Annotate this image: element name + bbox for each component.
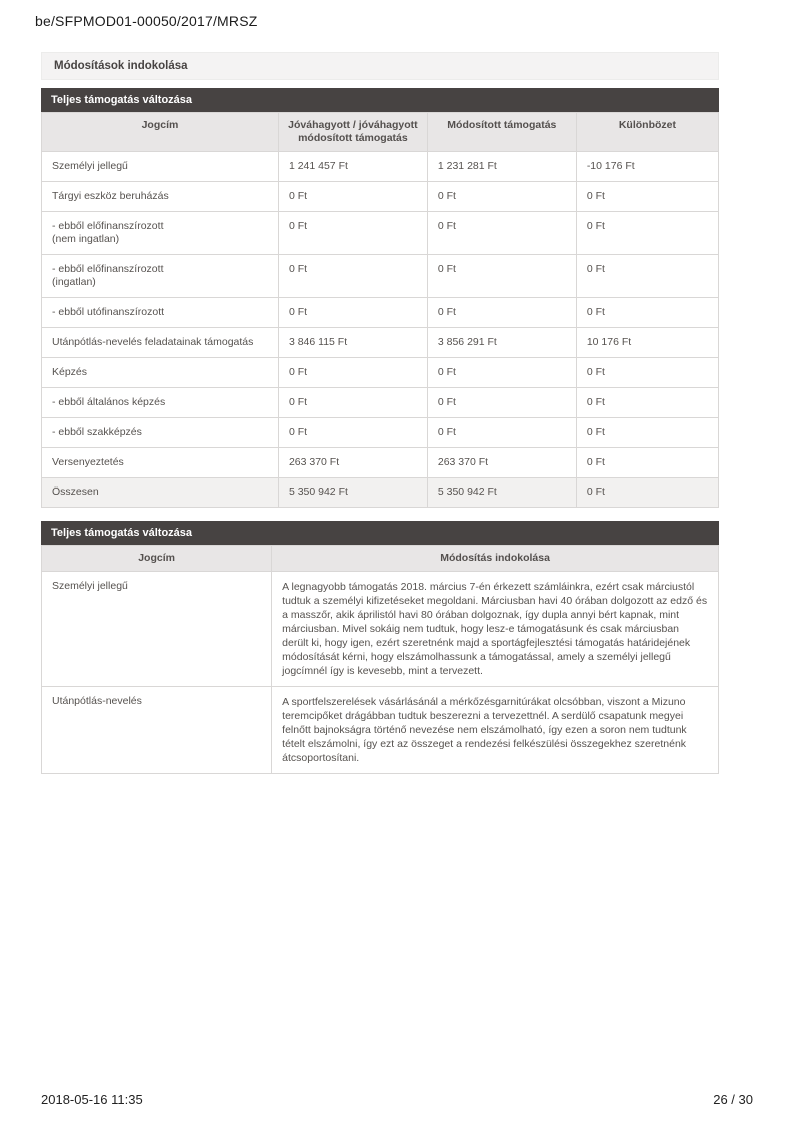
table-row [42, 212, 719, 255]
cell-difference: 0 Ft [576, 212, 718, 255]
cell-difference: 0 Ft [576, 255, 718, 298]
cell-difference: 0 Ft [576, 418, 718, 448]
page-content [41, 52, 719, 787]
table-row [42, 358, 719, 388]
row-label: Tárgyi eszköz beruházás [52, 190, 169, 202]
table-total-row [42, 478, 719, 508]
row-sublabel: (nem ingatlan) [52, 233, 120, 245]
row-label: Utánpótlás-nevelés feladatainak támogatás [52, 336, 254, 348]
footer-datetime: 2018-05-16 11:35 [41, 1092, 143, 1107]
row-label: - ebből előfinanszírozott [52, 220, 164, 232]
justification-text: A legnagyobb támogatás 2018. március 7-én érkezett számláinkra, ezért csak márciustól tudtuk a személyi kifizetéseket megoldani. Márciusban havi 40 órában dolgozott az edző és a masszőr, akik áprilistól havi 80 órában dolgoznak, így dupla annyi bért kapnak, mint márciusban. Mivel sokáig nem tudtuk, hogy lesz-e támogatásunk és csak márciusban derült ki, hogy igen, ezért szeretnénk majd a sportágfejlesztési támogatás határidejének módosítását kérni, hogy elszámolhassunk a támogatással, amely a személyi jellegű jogcímnél így is kevesebb, mint a tervezett. [272, 572, 719, 687]
table1-title: Teljes támogatás változása [41, 88, 719, 112]
cell-modified: 263 370 Ft [427, 448, 576, 478]
table-row [42, 328, 719, 358]
cell-difference: 0 Ft [576, 182, 718, 212]
cell-modified: 0 Ft [427, 298, 576, 328]
page-footer [41, 1092, 753, 1107]
col-header-modified: Módosított támogatás [427, 113, 576, 152]
cell-difference: 0 Ft [576, 448, 718, 478]
col-header-jogcim: Jogcím [42, 546, 272, 572]
table2-title: Teljes támogatás változása [41, 521, 719, 545]
cell-modified: 5 350 942 Ft [427, 478, 576, 508]
cell-modified: 1 231 281 Ft [427, 152, 576, 182]
table-row [42, 255, 719, 298]
cell-approved: 263 370 Ft [278, 448, 427, 478]
col-header-justification: Módosítás indokolása [272, 546, 719, 572]
cell-approved: 0 Ft [278, 298, 427, 328]
cell-approved: 0 Ft [278, 358, 427, 388]
row-label: Képzés [52, 366, 88, 378]
row-label: Személyi jellegű [42, 572, 272, 687]
row-label: Versenyeztetés [52, 456, 124, 468]
cell-difference: 10 176 Ft [576, 328, 718, 358]
row-label: - ebből általános képzés [52, 396, 166, 408]
col-header-jogcim: Jogcím [42, 113, 279, 152]
row-label: Utánpótlás-nevelés [42, 687, 272, 774]
section-title: Módosítások indokolása [41, 52, 719, 80]
cell-modified: 0 Ft [427, 255, 576, 298]
row-label: - ebből előfinanszírozott [52, 263, 164, 275]
justification-text: A sportfelszerelések vásárlásánál a mérkőzésgarnitúrákat olcsóbban, viszont a Mizuno teremcipőket drágábban tudtuk beszerezni a tervezettnél. A serdülő csapatunk megyei felnőtt bajnokságra történő nevezése nem elszámolható, így ezen a soron nem tudtunk tételt elszámolni, így ezt az összeget a rendezési felkészülési összegekhez szeretnénk átcsoportosítani. [272, 687, 719, 774]
table-row [42, 182, 719, 212]
table-row [42, 152, 719, 182]
cell-approved: 0 Ft [278, 212, 427, 255]
justification-detail-table [41, 545, 719, 774]
table-header-row [42, 546, 719, 572]
cell-modified: 3 856 291 Ft [427, 328, 576, 358]
table-row [42, 572, 719, 687]
cell-approved: 0 Ft [278, 418, 427, 448]
cell-modified: 0 Ft [427, 212, 576, 255]
row-label: - ebből utófinanszírozott [52, 306, 165, 318]
row-label: - ebből szakképzés [52, 426, 142, 438]
row-sublabel: (ingatlan) [52, 276, 96, 288]
cell-approved: 0 Ft [278, 182, 427, 212]
cell-approved: 3 846 115 Ft [278, 328, 427, 358]
cell-difference: 0 Ft [576, 298, 718, 328]
cell-difference: 0 Ft [576, 358, 718, 388]
summary-table [41, 112, 719, 508]
cell-approved: 0 Ft [278, 255, 427, 298]
document-id: be/SFPMOD01-00050/2017/MRSZ [35, 13, 258, 29]
justification-table [41, 521, 719, 774]
table-row [42, 418, 719, 448]
table-row [42, 687, 719, 774]
row-label: Összesen [52, 486, 99, 498]
table-row [42, 298, 719, 328]
footer-page-indicator: 26 / 30 [713, 1092, 753, 1107]
cell-difference: -10 176 Ft [576, 152, 718, 182]
cell-difference: 0 Ft [576, 388, 718, 418]
cell-modified: 0 Ft [427, 418, 576, 448]
cell-approved: 5 350 942 Ft [278, 478, 427, 508]
cell-modified: 0 Ft [427, 358, 576, 388]
cell-approved: 0 Ft [278, 388, 427, 418]
col-header-difference: Különbözet [576, 113, 718, 152]
cell-modified: 0 Ft [427, 388, 576, 418]
row-label: Személyi jellegű [52, 160, 128, 172]
cell-approved: 1 241 457 Ft [278, 152, 427, 182]
table-row [42, 388, 719, 418]
support-change-summary-table [41, 88, 719, 508]
cell-modified: 0 Ft [427, 182, 576, 212]
table-header-row [42, 113, 719, 152]
table-row [42, 448, 719, 478]
col-header-approved: Jóváhagyott / jóváhagyott módosított támogatás [278, 113, 427, 152]
cell-difference: 0 Ft [576, 478, 718, 508]
